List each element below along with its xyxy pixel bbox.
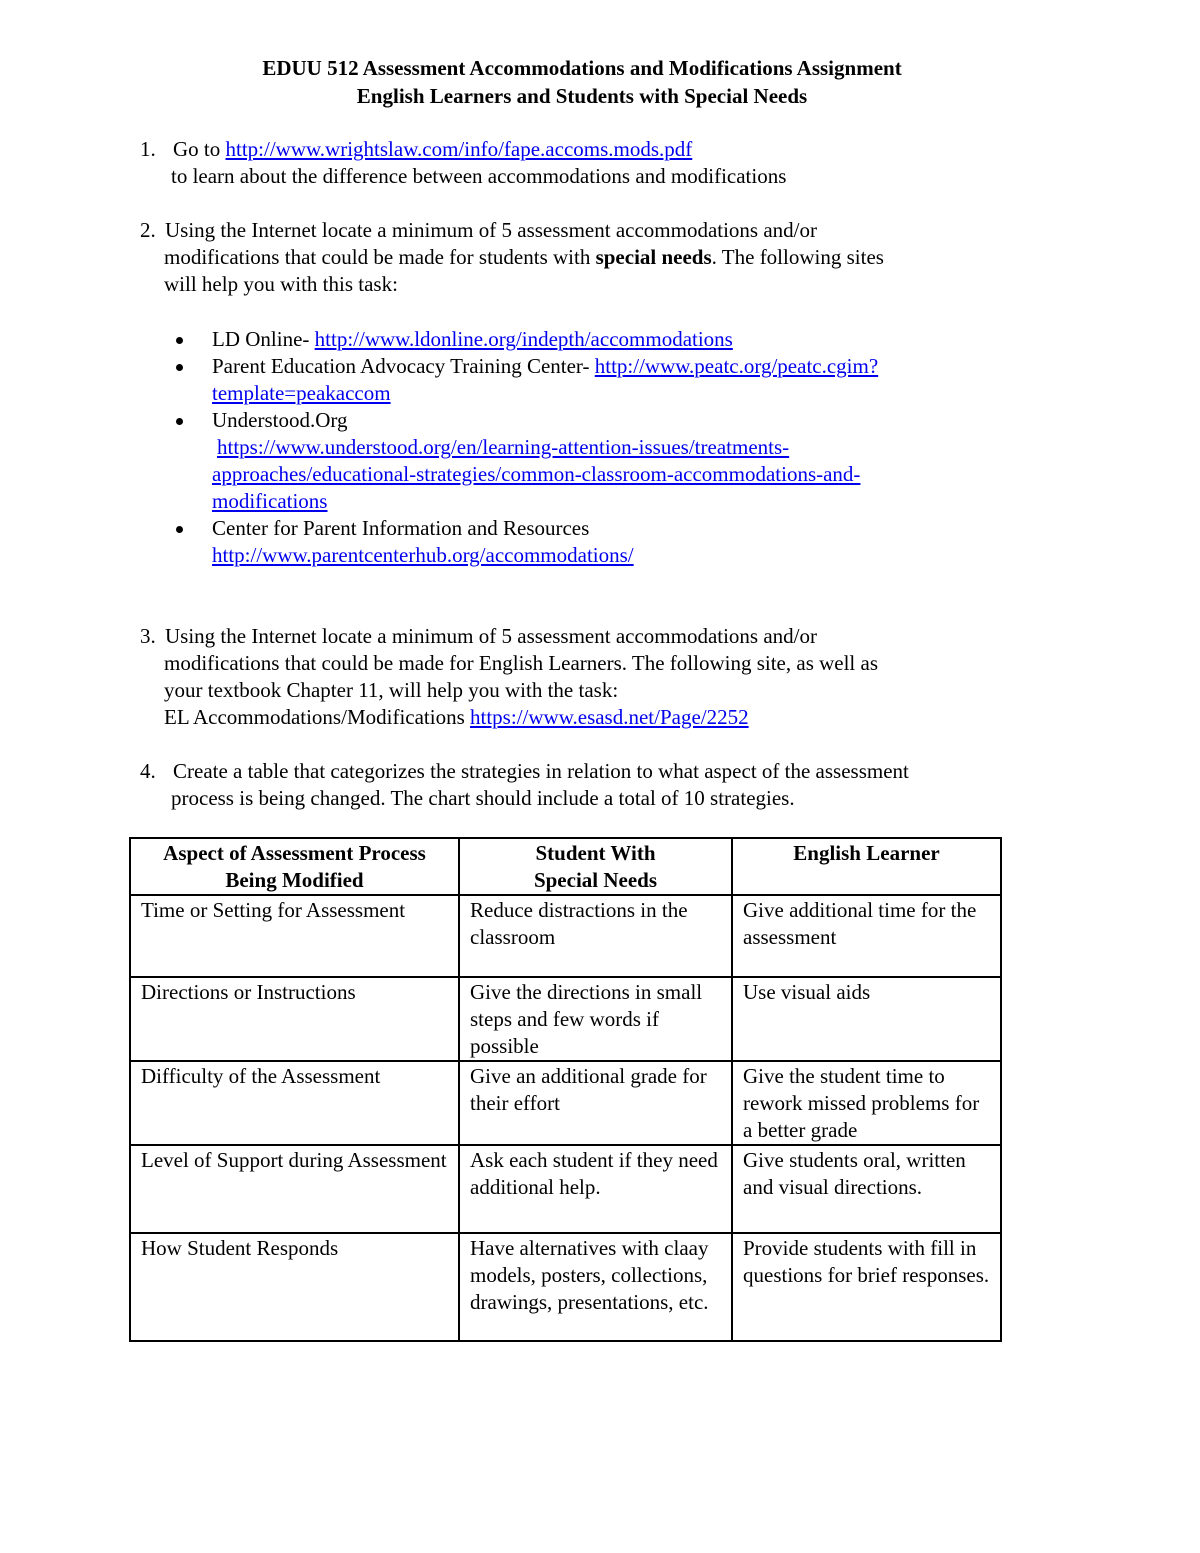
understood-link-continued[interactable]: approaches/educational-strategies/common-classroom-accommodations-and- <box>212 462 861 486</box>
table-cell: Difficulty of the Assessment <box>130 1061 459 1145</box>
special-needs-emphasis: special needs <box>595 245 712 269</box>
item-4-number: 4. <box>140 759 156 783</box>
table-row <box>130 977 1001 1061</box>
item-2-line-1: Using the Internet locate a minimum of 5 assessment accommodations and/or <box>165 218 818 242</box>
bullet-label: Center for Parent Information and Resources <box>212 516 590 540</box>
ldonline-link[interactable]: http://www.ldonline.org/indepth/accommodations <box>314 327 733 351</box>
table-cell: Reduce distractions in the classroom <box>459 895 732 977</box>
understood-link-end[interactable]: modifications <box>212 489 328 513</box>
peatc-link[interactable]: http://www.peatc.org/peatc.cgim? <box>594 354 879 378</box>
bullet-icon <box>176 337 183 344</box>
bullet-label: LD Online- <box>212 327 315 351</box>
list-item <box>176 407 878 515</box>
wrightslaw-link[interactable]: http://www.wrightslaw.com/info/fape.accoms.mods.pdf <box>225 137 693 161</box>
item-2-line-3: will help you with this task: <box>164 272 398 296</box>
column-header-aspect: Aspect of Assessment Process Being Modified <box>130 838 459 895</box>
table-cell: Give an additional grade for their effort <box>459 1061 732 1145</box>
bullet-icon <box>176 418 183 425</box>
item-1-line-2: to learn about the difference between accommodations and modifications <box>171 164 787 188</box>
item-4-line-2: process is being changed. The chart should include a total of 10 strategies. <box>171 786 795 810</box>
item-3-number: 3. <box>140 624 156 648</box>
item-3-line-1: Using the Internet locate a minimum of 5 assessment accommodations and/or <box>165 624 818 648</box>
item-3-line-4 <box>164 704 749 731</box>
table-cell: Use visual aids <box>732 977 1001 1061</box>
table-cell: How Student Responds <box>130 1233 459 1341</box>
table-row <box>130 1145 1001 1233</box>
bullet-icon <box>176 364 183 371</box>
item-1-lead: Go to <box>173 137 226 161</box>
table-cell: Directions or Instructions <box>130 977 459 1061</box>
bullet-label: Parent Education Advocacy Training Center- <box>212 354 595 378</box>
item-2-line-2a: modifications that could be made for students with <box>164 245 596 269</box>
column-header-special-needs: Student With Special Needs <box>459 838 732 895</box>
item-2-line-2 <box>164 244 884 271</box>
bullet-label: Understood.Org <box>212 408 348 432</box>
table-header-row <box>130 838 1001 895</box>
item-2-line-2c: . The following sites <box>711 245 884 269</box>
esasd-link[interactable]: https://www.esasd.net/Page/2252 <box>470 705 749 729</box>
peatc-link-continued[interactable]: template=peakaccom <box>212 381 391 405</box>
item-4-line-1: Create a table that categorizes the strategies in relation to what aspect of the assessment <box>173 759 909 783</box>
table-cell: Give additional time for the assessment <box>732 895 1001 977</box>
table-cell: Give the directions in small steps and few words if possible <box>459 977 732 1061</box>
item-3-line-2: modifications that could be made for English Learners. The following site, as well as <box>164 651 879 675</box>
parentcenterhub-link[interactable]: http://www.parentcenterhub.org/accommodations/ <box>212 543 634 567</box>
table-cell: Provide students with fill in questions for brief responses. <box>732 1233 1001 1341</box>
el-accommodations-label: EL Accommodations/Modifications <box>164 705 471 729</box>
table-cell: Give students oral, written and visual directions. <box>732 1145 1001 1233</box>
table-row <box>130 895 1001 977</box>
understood-link[interactable]: https://www.understood.org/en/learning-attention-issues/treatments- <box>217 435 790 459</box>
table-cell: Give the student time to rework missed problems for a better grade <box>732 1061 1001 1145</box>
list-item <box>176 515 878 569</box>
table-cell: Level of Support during Assessment <box>130 1145 459 1233</box>
table-cell: Have alternatives with claay models, posters, collections, drawings, presentations, etc. <box>459 1233 732 1341</box>
table-row <box>130 1061 1001 1145</box>
bullet-icon <box>176 526 183 533</box>
list-item <box>176 326 878 353</box>
strategies-table <box>129 837 1002 1342</box>
document-subtitle: English Learners and Students with Special Needs <box>356 84 808 108</box>
table-cell: Time or Setting for Assessment <box>130 895 459 977</box>
item-1-number: 1. <box>140 137 156 161</box>
item-4 <box>140 758 909 785</box>
item-3 <box>140 623 817 650</box>
item-3-line-3: your textbook Chapter 11, will help you with the task: <box>164 678 619 702</box>
table-row <box>130 1233 1001 1341</box>
item-1 <box>140 136 692 163</box>
table-cell: Ask each student if they need additional help. <box>459 1145 732 1233</box>
document-title: EDUU 512 Assessment Accommodations and Modifications Assignment <box>262 56 902 80</box>
column-header-english-learner: English Learner <box>732 838 1001 895</box>
list-item <box>176 353 878 407</box>
resource-list <box>176 326 878 569</box>
item-2 <box>140 217 817 244</box>
item-2-number: 2. <box>140 218 156 242</box>
